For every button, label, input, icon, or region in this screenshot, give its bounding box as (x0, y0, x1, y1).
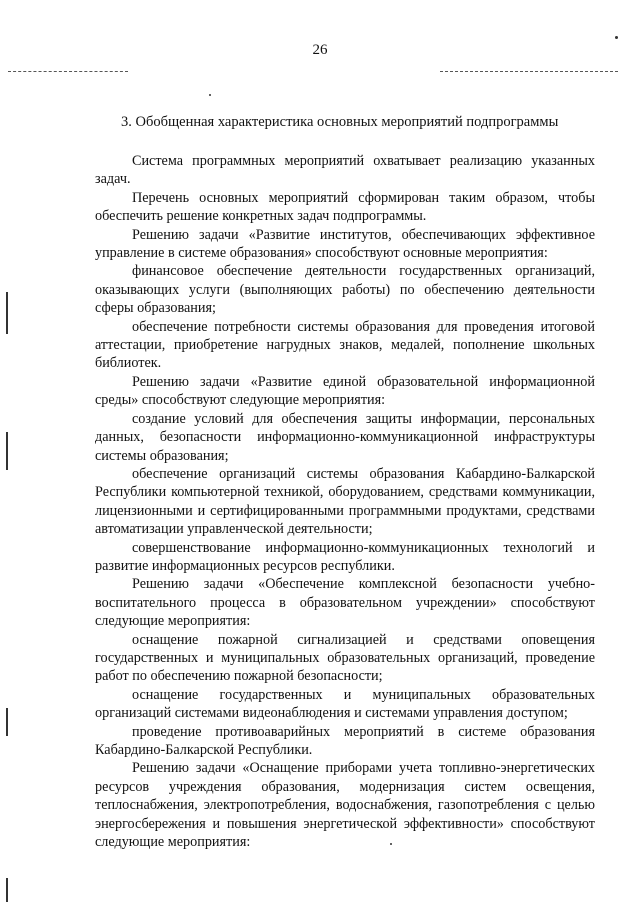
paragraph: Решению задачи «Обеспечение комплексной безопасности учебно-воспитательного процесса в образовательном учреждении» способствуют следующие мероприятия: (95, 576, 595, 630)
scan-dot (209, 94, 211, 96)
scan-edge-mark (6, 878, 8, 902)
scan-rule-right (440, 71, 618, 72)
paragraph: Решению задачи «Развитие институтов, обеспечивающих эффективное управление в системе образования» способствуют основные мероприятия: (95, 226, 595, 262)
paragraph: Система программных мероприятий охватывает реализацию указанных задач. (95, 153, 595, 188)
scan-edge-mark (6, 292, 8, 334)
paragraph: оснащение государственных и муниципальных образовательных организаций системами видеонаблюдения и системами управления доступом; (95, 686, 595, 722)
paragraph: обеспечение организаций системы образования Кабардино-Балкарской Республики компьютерной техникой, оборудованием, средствами коммуникации, лицензионными и сертифицированными программными продуктами, средствами автоматизации управленческой деятельности; (95, 465, 595, 538)
section-heading: 3. Обобщенная характеристика основных мероприятий подпрограммы (121, 114, 559, 130)
scan-rule-left (8, 71, 128, 72)
paragraph: обеспечение потребности системы образования для проведения итоговой аттестации, приобретение нагрудных знаков, медалей, пополнение школьных библиотек. (95, 318, 595, 372)
paragraph: Решению задачи «Развитие единой образовательной информационной среды» способствуют следующие мероприятия: (95, 373, 595, 409)
paragraph: проведение противоаварийных мероприятий в системе образования Кабардино-Балкарской Республики. (95, 723, 595, 758)
paragraph: финансовое обеспечение деятельности государственных организаций, оказывающих услуги (выполняющих работы) по обеспечению деятельности сферы образования; (95, 263, 595, 317)
page-number: 26 (312, 42, 328, 58)
scan-edge-mark (6, 432, 8, 470)
paragraph: оснащение пожарной сигнализацией и средствами оповещения государственных и муниципальных образовательных организаций, проведение работ по обеспечению пожарной безопасности; (95, 631, 595, 685)
document-body (95, 152, 595, 851)
paragraph: Решению задачи «Оснащение приборами учета топливно-энергетических ресурсов учреждения образования, модернизация систем освещения, теплоснабжения, электропотребления, водоснабжения, газопотребления с целью энергосбережения и повышения энергетической эффективности» способствуют следующие мероприятия: (95, 760, 595, 851)
paragraph: создание условий для обеспечения защиты информации, персональных данных, безопасности информационно-коммуникационной инфраструктуры системы образования; (95, 410, 595, 464)
paragraph: совершенствование информационно-коммуникационных технологий и развитие информационных ресурсов республики. (95, 539, 595, 574)
scan-edge-mark (6, 708, 8, 736)
scan-dot (615, 36, 618, 39)
paragraph: Перечень основных мероприятий сформирован таким образом, чтобы обеспечить решение конкретных задач подпрограммы. (95, 189, 595, 225)
